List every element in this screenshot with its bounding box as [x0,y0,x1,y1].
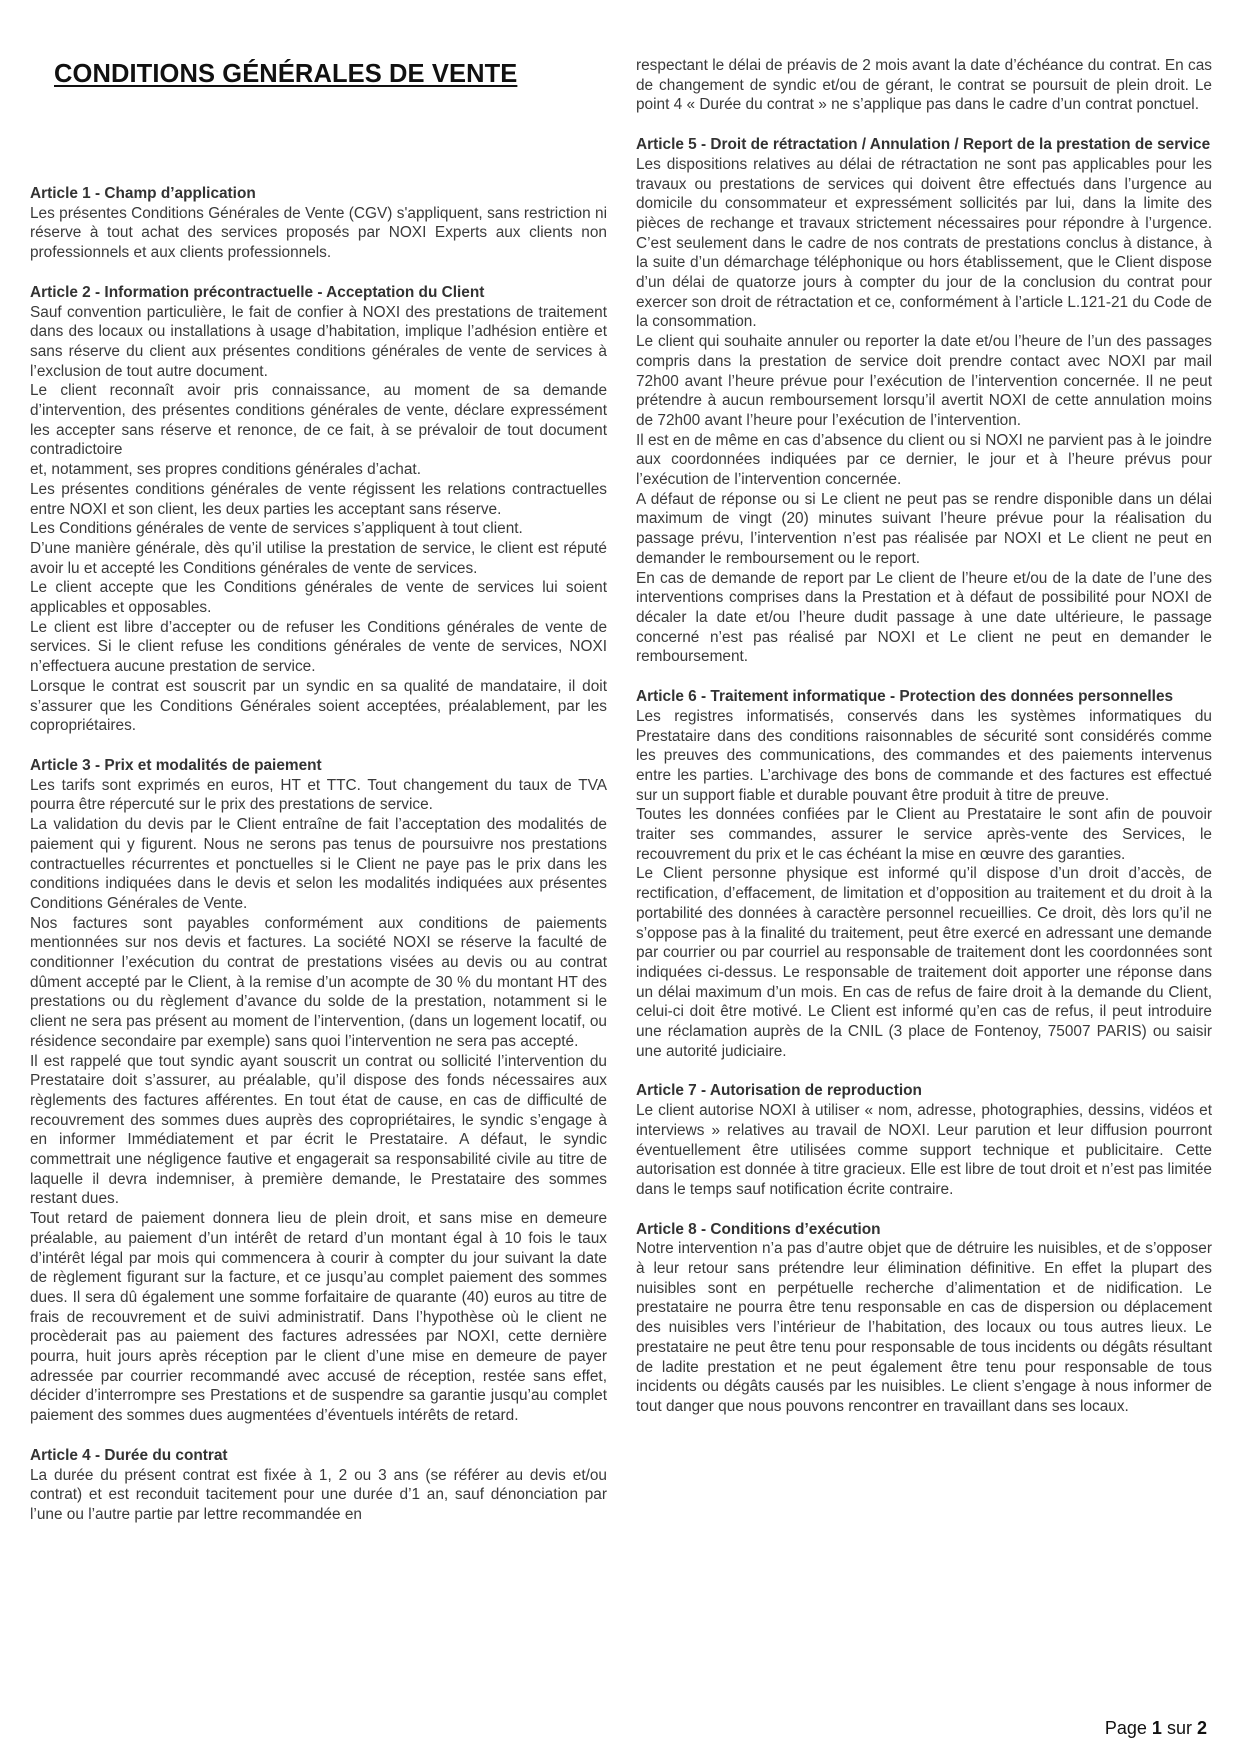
page-title: CONDITIONS GÉNÉRALES DE VENTE [54,60,518,88]
article-paragraph: Lorsque le contrat est souscrit par un syndic en sa qualité de mandataire, il doit s’assurer que les Conditions Générales soient acceptées, préalablement, par les copropriétaires. [30,677,607,735]
article-heading: Article 6 - Traitement informatique - Protection des données personnelles [636,688,1174,706]
article-paragraph: Le client reconnaît avoir pris connaissance, au moment de sa demande d’intervention, des présentes conditions générales de vente, déclare expressément les accepter sans réserve et renonce, de ce fait, à se prévaloir de tout document contradictoire [30,382,607,459]
article-paragraph: Toutes les données confiées par le Client au Prestataire le sont afin de pouvoir traiter ses commandes, assurer le service après-vente des Services, le recouvrement du prix et le cas échéant la mise en œuvre des garanties. [636,806,1212,863]
article-3 [30,756,607,1426]
left-column [30,184,607,1545]
article-paragraph: Le Client personne physique est informé qu’il dispose d’un droit d’accès, de rectification, d’effacement, de limitation et d’opposition au traitement et du droit à la portabilité des données à caractère personnel recueillies. Ce droit, dès lors qu’il ne s’oppose pas à la finalité du traitement, peut être exercé en adressant une demande par courrier ou par courriel au responsable de traitement dont les coordonnées sont indiquées ci-dessus. Le responsable de traitement doit apporter une réponse dans un délai maximum d’un mois. En cas de refus de faire droit à la demande du Client, celui-ci doit être motivé. Le Client est informé qu’en cas de refus, il peut introduire une réclamation auprès de la CNIL (3 place de Fontenoy, 75007 PARIS) ou saisir une autorité judiciaire. [636,865,1212,1060]
article-heading: Article 8 - Conditions d’exécution [636,1220,881,1238]
article-paragraph: Les tarifs sont exprimés en euros, HT et TTC. Tout changement du taux de TVA pourra être répercuté sur le prix des prestations de service. [30,776,607,814]
article-paragraph: D’une manière générale, dès qu’il utilise la prestation de service, le client est réputé avoir lu et accepté les Conditions générales de vente de services. [30,539,607,577]
article-5 [636,135,1212,667]
sur-label: sur [1166,1718,1192,1738]
page-current: 1 [1151,1718,1162,1738]
article-paragraph: Le client qui souhaite annuler ou reporter la date et/ou l’heure de l’un des passages compris dans la prestation de service doit prendre contact avec NOXI par mail 72h00 avant l’heure prévue pour l’exécution de l’intervention concernée. Il ne peut prétendre à aucun remboursement lorsqu’il avertit NOXI de cette annulation moins de 72h00 avant l’heure pour l’exécution de l’intervention. [636,333,1212,429]
article-paragraph: Il est en de même en cas d’absence du client ou si NOXI ne parvient pas à le joindre aux coordonnées indiquées par ce dernier, le jour et à l’heure prévus pour l’exécution de l’intervention concernée. [636,431,1212,489]
article-paragraph: et, notamment, ses propres conditions générales d’achat. [30,461,421,479]
article-paragraph: Le client accepte que les Conditions générales de vente de services lui soient applicables et opposables. [30,579,607,617]
right-column [636,56,1212,1437]
article-heading: Article 5 - Droit de rétractation / Annulation / Report de la prestation de service [636,136,1211,154]
article-paragraph: Les présentes Conditions Générales de Vente (CGV) s'appliquent, sans restriction ni réserve à tout achat des services proposés par NOXI Experts aux clients non professionnels et aux clients professionnels. [30,204,607,262]
article-heading: Article 4 - Durée du contrat [30,1446,228,1464]
page-total: 2 [1196,1718,1207,1738]
page-label: Page [1104,1718,1147,1738]
article-paragraph: Sauf convention particulière, le fait de confier à NOXI des prestations de traitement dans des locaux ou installations à usage d’habitation, implique l’adhésion entière et sans réserve du client aux présentes conditions générales de vente de services à l’exclusion de tout autre document. [30,303,607,380]
article-paragraph: Notre intervention n’a pas d’autre objet que de détruire les nuisibles, et de s’opposer à leur retour sans prétendre leur élimination définitive. En effet la plupart des nuisibles sont en perpétuelle recherche d’alimentation et de nidification. Le prestataire ne pourra être tenu responsable en cas de dispersion ou déplacement des nuisibles vers l’intérieur de l’habitation, des locaux ou tous autres lieux. Le prestataire ne peut être tenu pour responsable de tous incidents ou dégâts résultant de ladite prestation et ne peut également être tenu pour responsable de tous incidents ou dégâts causés par les nuisibles. Le client s’engage à nous informer de tout danger que nous pouvons rencontrer en travaillant dans ses locaux. [636,1240,1212,1415]
article-heading: Article 7 - Autorisation de reproduction [636,1082,922,1100]
article-1 [30,184,607,263]
article-4 [30,1446,607,1525]
article-paragraph: Le client est libre d’accepter ou de refuser les Conditions générales de vente de services. Si le client refuse les conditions générales de vente de services, NOXI n’effectuera aucune prestation de service. [30,618,607,676]
article-8 [636,1220,1212,1417]
article-6 [636,687,1212,1061]
article-paragraph: respectant le délai de préavis de 2 mois avant la date d’échéance du contrat. En cas de changement de syndic et/ou de gérant, le contrat se poursuit de plein droit. Le point 4 « Durée du contrat » ne s’applique pas dans le cadre d’un contrat ponctuel. [636,57,1212,114]
article-paragraph: Tout retard de paiement donnera lieu de plein droit, et sans mise en demeure préalable, au paiement d’un intérêt de retard d’un montant égal à 10 fois le taux d’intérêt légal par mois qui commencera à courir à compter du jour suivant la date de règlement figurant sur la facture, et ce jusqu’au complet paiement des sommes dues. Il sera dû également une somme forfaitaire de quarante (40) euros au titre de frais de recouvrement et de suivi administratif. Dans l’hypothèse où le client ne procèderait pas au paiement des factures adressées par NOXI, cette dernière pourra, huit jours après réception par le client d’une mise en demeure de payer adressée par courrier recommandé avec accusé de réception, restée sans effet, décider d’interrompre ses Prestations et de suspendre sa garantie jusqu’au complet paiement des sommes dues augmentées d’éventuels intérêts de retard. [30,1210,607,1425]
article-heading: Article 2 - Information précontractuelle - Acceptation du Client [30,283,485,301]
article-7 [636,1081,1212,1199]
article-paragraph: En cas de demande de report par Le client de l’heure et/ou de la date de l’une des interventions comprises dans la Prestation et à défaut de possibilité pour NOXI de décaler la date et/ou l’heure dudit passage à une date ultérieure, le passage concerné n’est pas réalisé par NOXI et Le client ne peut en demander le remboursement. [636,569,1212,666]
article-heading: Article 3 - Prix et modalités de paiement [30,756,322,774]
article-2 [30,283,607,736]
article-paragraph: Il est rappelé que tout syndic ayant souscrit un contrat ou sollicité l’intervention du Prestataire doit s’assurer, au préalable, qu’il dispose des fonds nécessaires aux règlements des factures afférentes. En tout état de cause, en cas de difficulté de recouvrement des sommes dues auprès des copropriétaires, le syndic s’engage à en informer Immédiatement et par écrit le Prestataire. A défaut, le syndic commettrait une négligence fautive et engagerait sa responsabilité civile au titre de laquelle il devra indemniser, à première demande, le Prestataire des sommes restant dues. [30,1052,607,1208]
article-paragraph: La durée du présent contrat est fixée à 1, 2 ou 3 ans (se référer au devis et/ou contrat) et est reconduit tacitement pour une durée d’1 an, sauf dénonciation par l’une ou l’autre partie par lettre recommandée en [30,1466,607,1523]
article-heading: Article 1 - Champ d’application [30,185,256,202]
article-paragraph: La validation du devis par le Client entraîne de fait l’acceptation des modalités de paiement qui y figurent. Nous ne serons pas tenus de poursuivre nos prestations contractuelles récurrentes et ponctuelles si le Client ne paye pas le prix dans les conditions indiquées dans le devis et selon les modalités indiquées aux présentes Conditions Générales de Vente. [30,816,607,912]
article-paragraph: Les Conditions générales de vente de services s’appliquent à tout client. [30,520,523,538]
article-paragraph: Nos factures sont payables conformément aux conditions de paiements mentionnées sur nos devis et factures. La société NOXI se réserve la faculté de conditionner l’exécution du contrat de prestations visées au devis ou au contrat dûment accepté par le Client, à la remise d’un acompte de 30 % du montant HT des prestations ou du règlement d’avance du solde de la prestation, notamment si le client ne sera pas présent au moment de l’intervention, (dans un logement locatif, ou résidence secondaire par exemple) sans quoi l’intervention ne sera pas accepté. [30,914,607,1050]
article-4-continuation [636,56,1212,115]
article-paragraph: A défaut de réponse ou si Le client ne peut pas se rendre disponible dans un délai maximum de vingt (20) minutes suivant l’heure prévue pour la réalisation du passage prévu, l’intervention n’est pas réalisée par NOXI et Le client ne peut en demander le remboursement ou le report. [636,490,1212,567]
article-paragraph: Le client autorise NOXI à utiliser « nom, adresse, photographies, dessins, vidéos et interviews » relatives au travail de NOXI. Leur parution et leur diffusion pourront éventuellement être utilisées comme support technique et publicitaire. Cette autorisation est donnée à titre gracieux. Elle est libre de tout droit et n’est pas limitée dans le temps sauf notification écrite contraire. [636,1102,1212,1198]
article-paragraph: Les présentes conditions générales de vente régissent les relations contractuelles entre NOXI et son client, les deux parties les acceptant sans réserve. [30,480,607,518]
page-number [1105,1718,1207,1739]
article-paragraph: Les registres informatisés, conservés dans les systèmes informatiques du Prestataire dans des conditions raisonnables de sécurité sont considérés comme les preuves des communications, des commandes et des paiements intervenus entre les parties. L’archivage des bons de commande et des factures est effectué sur un support fiable et durable pouvant être produit à titre de preuve. [636,707,1212,804]
article-paragraph: Les dispositions relatives au délai de rétractation ne sont pas applicables pour les travaux ou prestations de services qui doivent être effectués dans l’urgence au domicile du consommateur et expressément sollicités par lui, dans la limite des pièces de rechange et travaux strictement nécessaires pour répondre à l’urgence. C’est seulement dans le cadre de nos contrats de prestations conclus à distance, à la suite d’un démarchage téléphonique ou hors établissement, que le Client dispose d’un délai de quatorze jours à compter du jour de la conclusion du contrat pour exercer son droit de rétractation et ce, conformément à l’article L.121-21 du Code de la consommation. [636,155,1212,331]
